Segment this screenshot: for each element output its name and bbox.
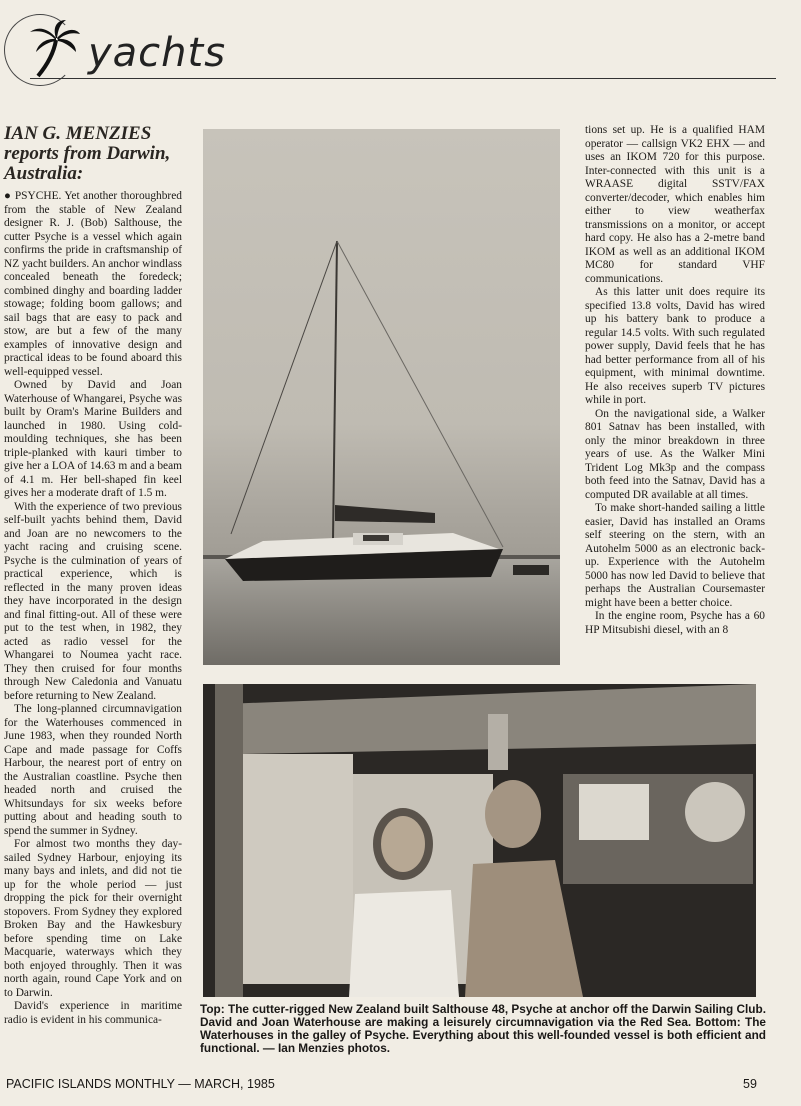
photo-galley: [203, 684, 756, 997]
paragraph: As this latter unit does require its specified 13.8 volts, David has wired up his battery bank to produce a regular 14.5 volts. With such regulated power supply, David feels that he has had better performance from all of his equipment, with minimal downtime. He also receives superb TV pictures while in port.: [585, 286, 765, 406]
paragraph: The long-planned circumnavigation for the Waterhouses commenced in June 1983, when they rounded North Cape and made passage for Coffs Harbour, the nearest port of entry on the Australian coastline. Psyche then headed north and cruised the Whitsundays for six weeks before putting about and heading south to spend the summer in Sydney.: [4, 703, 182, 837]
photo-yacht-at-anchor: [203, 129, 560, 665]
right-column: [585, 124, 765, 637]
publication-name: PACIFIC ISLANDS MONTHLY — MARCH, 1985: [6, 1077, 275, 1091]
photo-caption: Top: The cutter-rigged New Zealand built Salthouse 48, Psyche at anchor off the Darwin Sailing Club. David and Joan Waterhouse are making a leisurely circumnavigation via the Red Sea. Bottom: The Waterhouses in the galley of Psyche. Everything about this well-founded vessel is both efficient and functional. — Ian Menzies photos.: [200, 1002, 766, 1055]
paragraph: [4, 190, 182, 379]
paragraph: For almost two months they day-sailed Sydney Harbour, enjoying its many bays and inlets, and did not tie up for the whole period — just dropping the pick for their overnight stopovers. From Sydney they explored Broken Bay and the Hawkesbury before spending time on Lake Macquarie, waterways which they both enjoyed throughly. Then it was north again, round Cape York and on to Darwin.: [4, 838, 182, 999]
paragraph: On the navigational side, a Walker 801 Satnav has been installed, with only the minor breakdown in three years of use. As the Walker Mini Trident Log Mk3p and the compass both feed into the Satnav, David has a computed DR available at all times.: [585, 407, 765, 501]
paragraph: In the engine room, Psyche has a 60 HP Mitsubishi diesel, with an 8: [585, 610, 765, 636]
paragraph: With the experience of two previous self-built yachts behind them, David and Joan are no newcomers to the yacht racing and cruising scene. Psyche is the culmination of years of practical experience, which is reflected in the many proven ideas they have incorporated in the design and final fitting-out. All of these were put to the test when, in 1982, they acted as radio vessel for the Whangarei to Noumea yacht race. They then cruised for four months through New Caledonia and Vanuatu before returning to New Zealand.: [4, 500, 182, 702]
paragraph: tions set up. He is a qualified HAM operator — callsign VK2 EHX — and uses an IKOM 720 for this purpose. Inter-connected with this unit is a WRAASE digital SSTV/FAX converter/decoder, which enables him either to view weatherfax transmissions on a monitor, or accept hard copy. He also has a 2-metre band IKOM as well as an additional IKOM MC80 for standard VHF communications.: [585, 124, 765, 285]
yacht-illustration: [203, 129, 560, 665]
left-column: [4, 124, 182, 1027]
palm-tree-icon: [26, 18, 82, 80]
article-byline: IAN G. MENZIES reports from Darwin, Australia:: [4, 123, 171, 184]
page-number: 59: [743, 1077, 757, 1091]
bullet-icon: ●: [4, 190, 12, 202]
section-title: yachts: [88, 30, 227, 76]
paragraph-text: PSYCHE. Yet another thoroughbred from the stable of New Zealand designer R. J. (Bob) Salthouse, the cutter Psyche is a vessel which again confirms the pride in craftsmanship of NZ yacht builders. An anchor windlass concealed beneath the foredeck; combined dinghy and boarding ladder stowage; folding boom gallows; and sail bags that are easy to pack and stow, are but a few of the many examples of innovative design and practical ideas to be found aboard this well-equipped vessel.: [4, 190, 182, 378]
section-header: [0, 0, 801, 100]
paragraph: Owned by David and Joan Waterhouse of Whangarei, Psyche was built by Oram's Marine Builders and launched in 1980. Using cold-moulding techniques, she has been triple-planked with kauri timber to give her a LOA of 14.63 m and a beam of 4.1 m. Her bell-shaped fin keel gives her a moderate draft of 1.5 m.: [4, 379, 182, 499]
paragraph: David's experience in maritime radio is evident in his communica-: [4, 1000, 182, 1026]
header-rule: [30, 78, 776, 79]
page-footer: [0, 1077, 801, 1097]
paragraph: To make short-handed sailing a little easier, David has installed an Orams self steering on the stern, with an Autohelm 5000 as an electronic back-up. Experience with the Autohelm 5000 has now led David to believe that perhaps the Australian Coursemaster might have been a better choice.: [585, 502, 765, 609]
galley-illustration: [203, 684, 756, 997]
